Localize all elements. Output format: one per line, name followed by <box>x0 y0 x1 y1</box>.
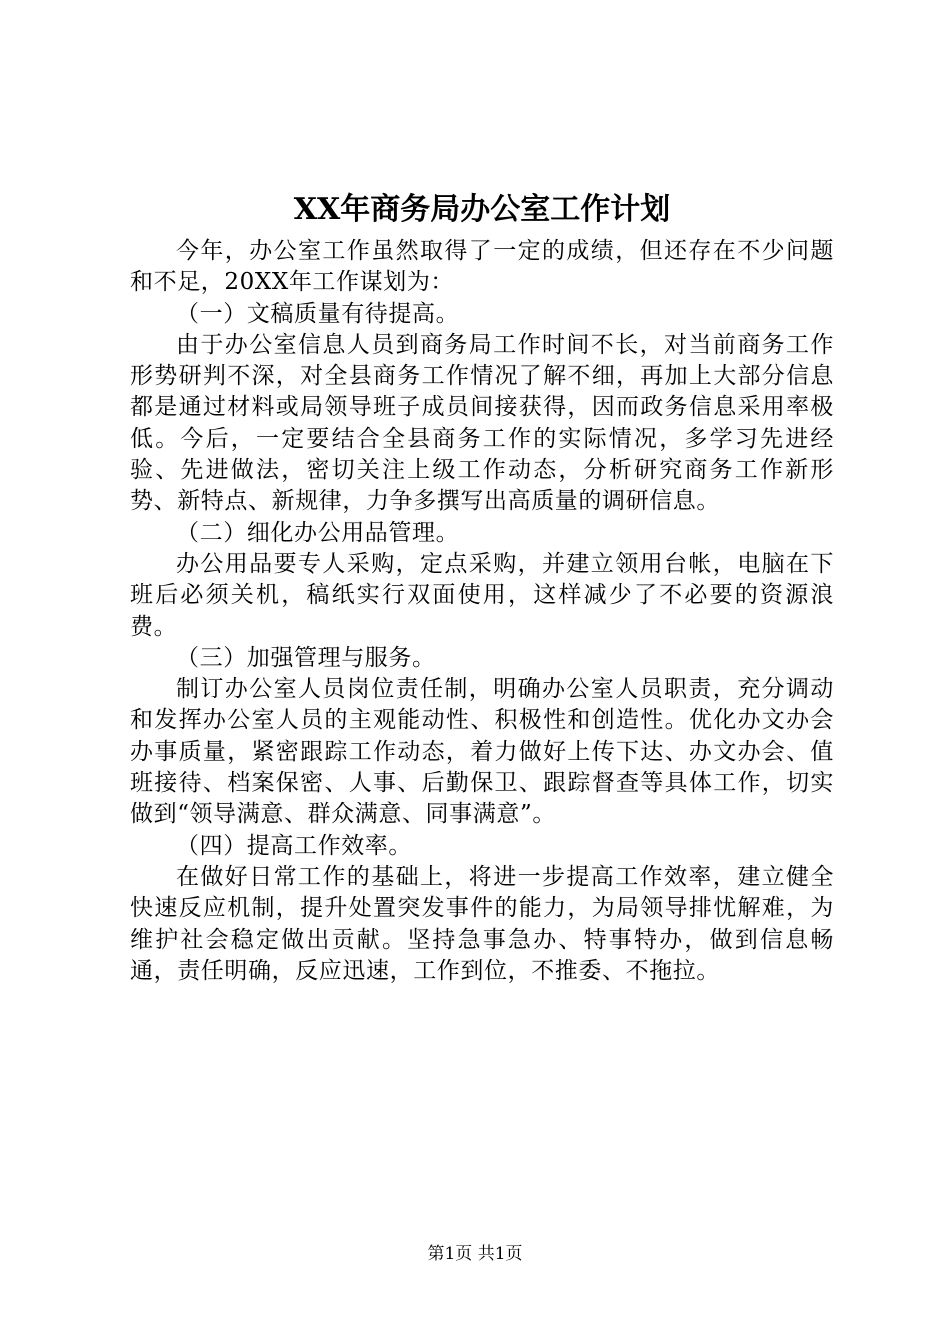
paragraph-section-4: 在做好日常工作的基础上，将进一步提高工作效率，建立健全快速反应机制，提升处置突发事件的能力，为局领导排忧解难，为维护社会稳定做出贡献。坚持急事急办、特事特办，做到信息畅通，责任明确，反应迅速，工作到位，不推委、不拖拉。 <box>130 863 834 984</box>
document-body <box>130 186 834 987</box>
section-heading-4: （四）提高工作效率。 <box>176 832 412 859</box>
section-heading-3: （三）加强管理与服务。 <box>176 644 436 671</box>
document-title: XX年商务局办公室工作计划 <box>293 192 671 227</box>
page-footer: 第1页 共1页 <box>427 1244 523 1264</box>
paragraph-section-3: 制订办公室人员岗位责任制，明确办公室人员职责，充分调动和发挥办公室人员的主观能动性、积极性和创造性。优化办文办会办事质量，紧密跟踪工作动态，着力做好上传下达、办文办会、值班接待、档案保密、人事、后勤保卫、跟踪督查等具体工作，切实做到“领导满意、群众满意、同事满意”。 <box>130 676 834 828</box>
section-heading-2: （二）细化办公用品管理。 <box>176 519 460 546</box>
paragraph-section-1: 由于办公室信息人员到商务局工作时间不长，对当前商务工作形势研判不深，对全县商务工作情况了解不细，再加上大部分信息都是通过材料或局领导班子成员间接获得，因而政务信息采用率极低。今后，一定要结合全县商务工作的实际情况，多学习先进经验、先进做法，密切关注上级工作动态，分析研究商务工作新形势、新特点、新规律，力争多撰写出高质量的调研信息。 <box>130 331 834 515</box>
section-heading-1: （一）文稿质量有待提高。 <box>176 300 460 327</box>
paragraph-section-2: 办公用品要专人采购，定点采购，并建立领用台帐，电脑在下班后必须关机，稿纸实行双面使用，这样减少了不必要的资源浪费。 <box>130 550 834 640</box>
paragraph-intro: 今年，办公室工作虽然取得了一定的成绩，但还存在不少问题和不足，20XX年工作谋划为： <box>130 238 834 296</box>
